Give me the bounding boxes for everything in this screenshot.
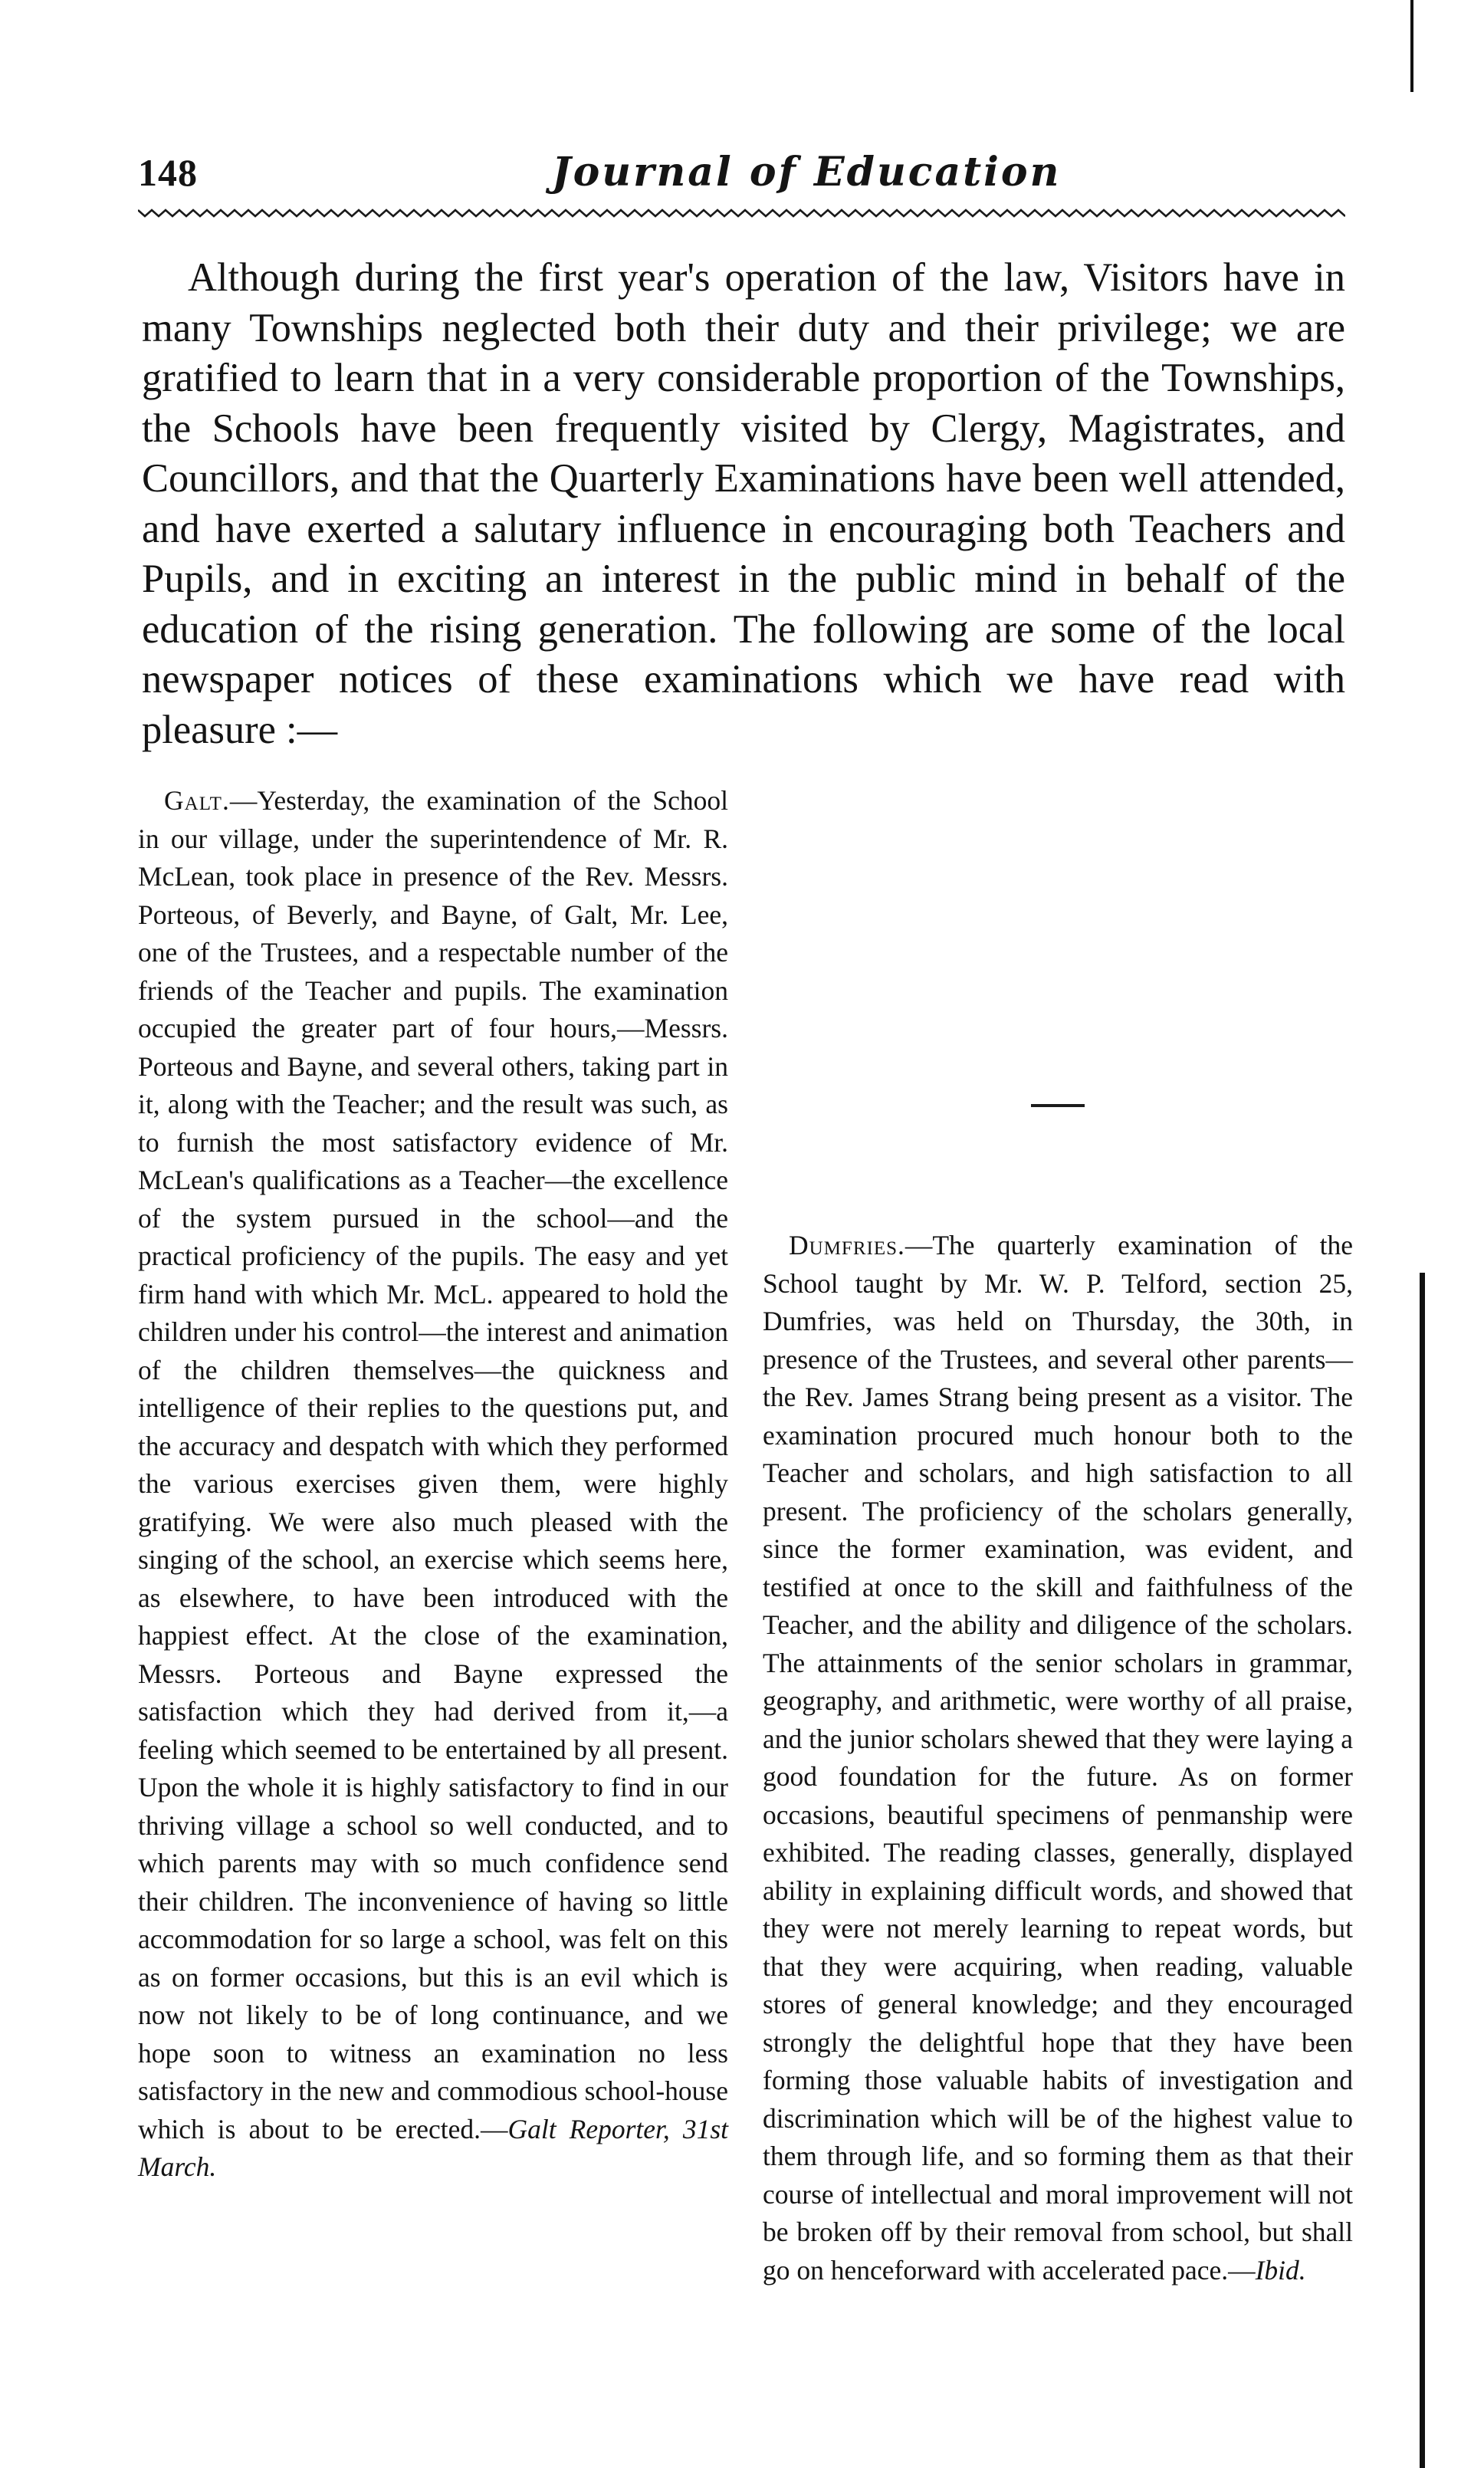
galt-body: —Yesterday, the examination of the School in our village, under the superintendence of Mr. R. McLean, took place in presence of the Rev. Messrs. Porteous, of Beverly, and Bayne, of Galt, Mr. Lee, one of the Trustees, and a respectable number of the friends of the Teacher and pupils. The examination occupied the greater part of four hours,—Messrs. Porteous and Bayne, and several others, taking part in it, along with the Teacher; and the result was such, as to furnish the most satisfactory evidence of Mr. McLean's qualifications as a Teacher—the excellence of the system pursued in the school—and the practical proficiency of the pupils. The easy and yet firm hand with which Mr. McL. appeared to hold the children under his control—the interest and animation of the children themselves—the quickness and intelligence of their replies to the questions put, and the accuracy and despatch with which they performed the various exercises given them, were highly gratifying. We were also much pleased with the singing of the school, an exercise which seems here, as elsewhere, to have been introduced with the happiest effect. At the close of the examination, Messrs. Porteous and Bayne expressed the satisfaction which they had derived from it,—a feeling which seemed to be entertained by all present. Upon the whole it is highly satisfactory to find in our thriving village a school so well conducted, and to which parents may with so much confidence send their children. The inconvenience of having so little accommodation for so large a school, was felt on this as on former occasions, but this is an evil which is now not likely to be of long continuance, and we hope soon to witness an examination no less satisfactory in the new and commodious school-house which is about to be erected.— (138, 785, 728, 2144)
notice-separator (1031, 1104, 1085, 1107)
page-number: 148 (138, 151, 198, 194)
dumfries-body: —The quarterly examination of the School taught by Mr. W. P. Telford, section 25, Dumfries, was held on Thursday, the 30th, in presence of the Trustees, and several other parents—the Rev. James Strang being present as a visitor. The examination procured much honour both to the Teacher and scholars, and high satisfaction to all present. The proficiency of the scholars generally, since the former examination, was evident, and testified at once to the skill and faithfulness of the Teacher, and the ability and diligence of the scholars. The attainments of the senior scholars in grammar, geography, and arithmetic, were worthy of all praise, and the junior scholars shewed that they were laying a good foundation for the future. As on former occasions, beautiful specimens of penmanship were exhibited. The reading classes, generally, displayed ability in explaining difficult words, and showed that they were not merely learning to repeat words, but that they were acquiring, when reading, valuable stores of general knowledge; and they encouraged strongly the delightful hope that they have been forming those valuable habits of investigation and discrimination which will be of the highest value to them through life, and so forming them as that their course of intellectual and moral improvement will not be broken off by their removal from school, but shall go on henceforward with accelerated pace.— (763, 1230, 1353, 2286)
galt-citation: Galt Reporter, 31st March. (138, 2113, 728, 2182)
dumfries-notice (763, 1227, 1353, 2289)
dumfries-heading: Dumfries. (789, 1230, 905, 1260)
running-title: Journal of Education (552, 149, 1062, 196)
galt-notice (138, 782, 728, 2187)
left-column (138, 782, 728, 2187)
page-header (138, 150, 1349, 212)
page-edge-line-bottom (1420, 1273, 1425, 2468)
right-column (763, 1227, 1353, 2289)
dumfries-citation: Ibid. (1255, 2254, 1306, 2286)
galt-heading: Galt. (164, 785, 230, 816)
intro-paragraph: Although during the first year's operation of the law, Visitors have in many Townships neglected both their duty and their privilege; we are gratified to learn that in a very considerable proportion of the Townships, the Schools have been frequently visited by Clergy, Magistrates, and Councillors, and that the Quarterly Examinations have been well attended, and have exerted a salutary influence in encouraging both Teachers and Pupils, and in exciting an interest in the public mind in behalf of the education of the rising generation. The following are some of the local newspaper notices of these examinations which we have read with pleasure :— (142, 255, 1345, 752)
page-edge-line-top (1410, 0, 1413, 92)
wavy-rule (138, 205, 1345, 221)
